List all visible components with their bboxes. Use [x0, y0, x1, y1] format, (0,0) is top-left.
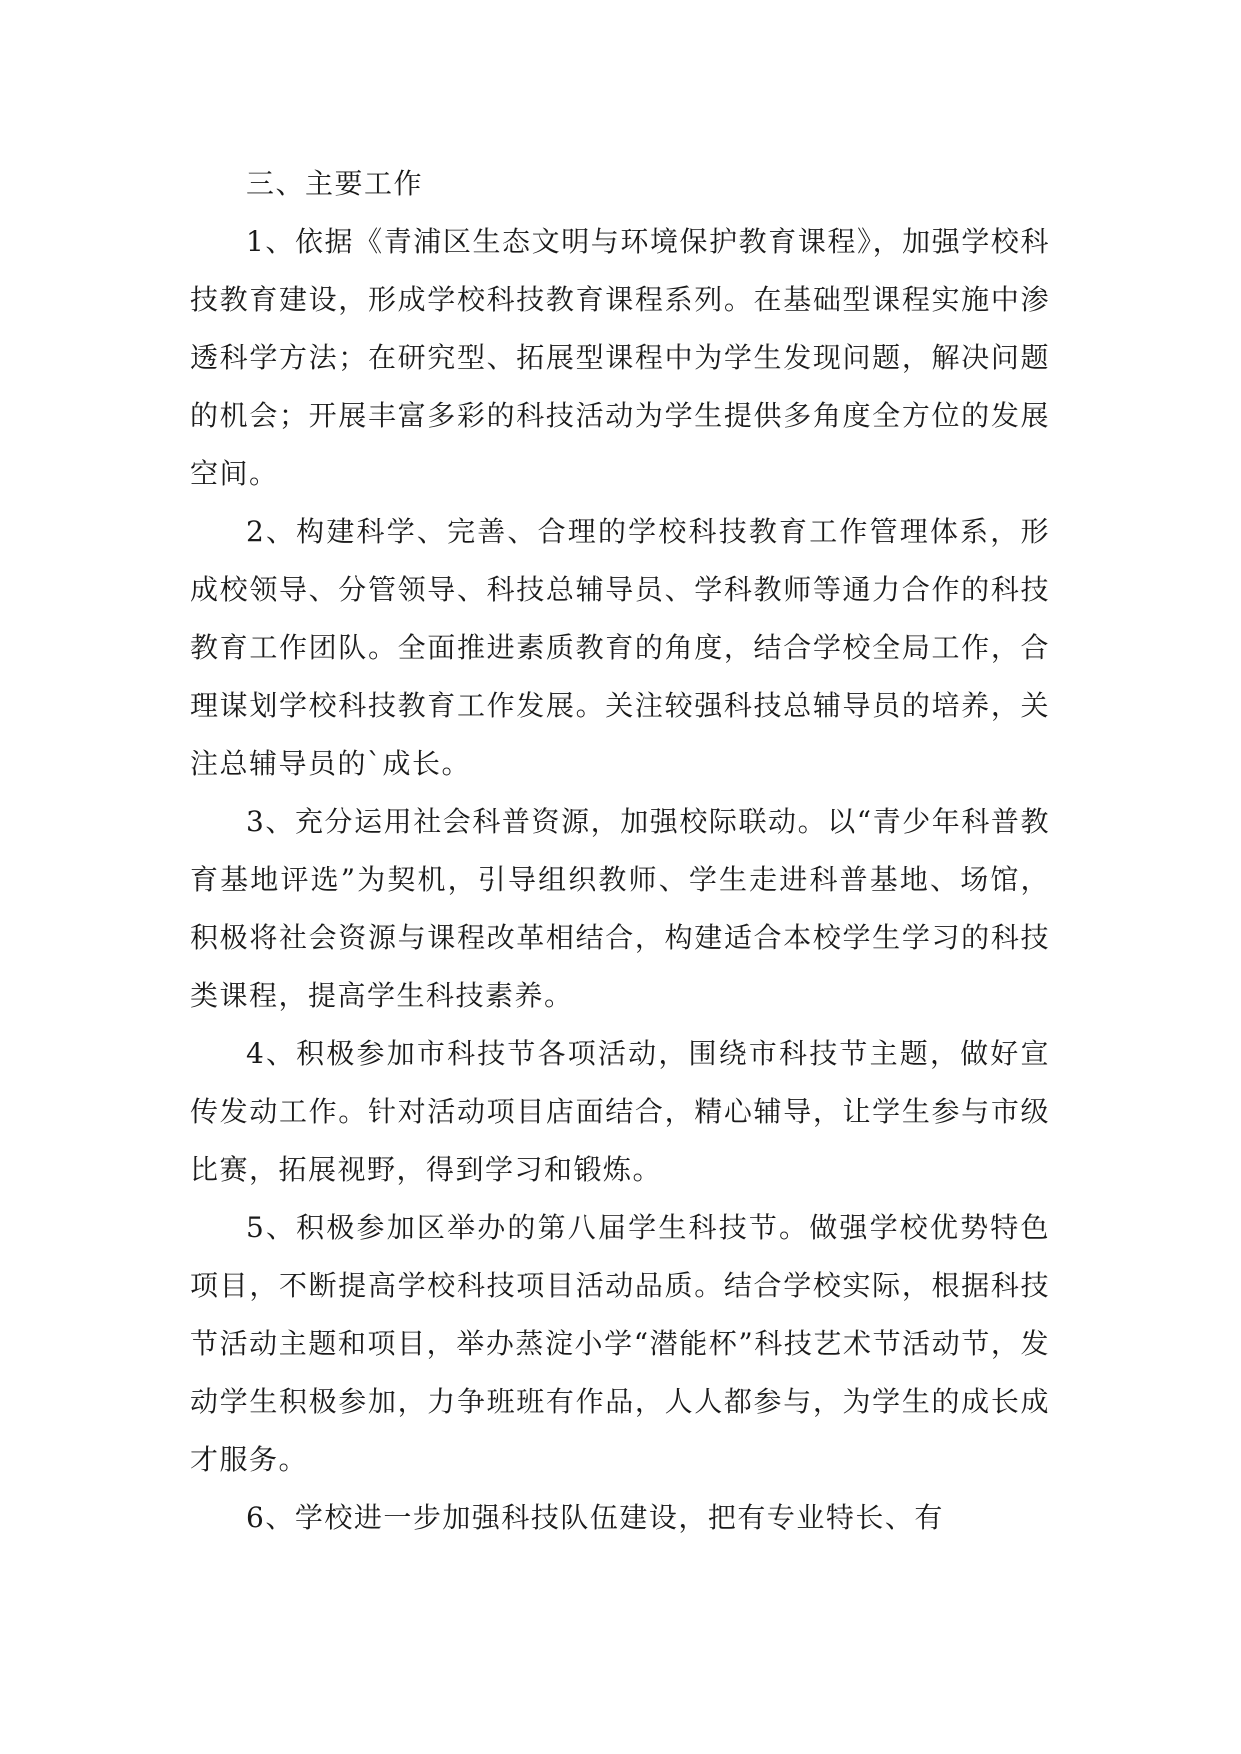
- paragraph-4: 4、积极参加市科技节各项活动，围绕市科技节主题，做好宣传发动工作。针对活动项目店面结合，精心辅导，让学生参与市级比赛，拓展视野，得到学习和锻炼。: [190, 1037, 1050, 1186]
- paragraph-6: 6、学校进一步加强科技队伍建设，把有专业特长、有: [246, 1501, 944, 1534]
- paragraph-3: 3、充分运用社会科普资源，加强校际联动。以“青少年科普教育基地评选”为契机，引导组织教师、学生走进科普基地、场馆，积极将社会资源与课程改革相结合，构建适合本校学生学习的科技类课程，提高学生科技素养。: [190, 805, 1050, 1012]
- paragraph-1: 1、依据《青浦区生态文明与环境保护教育课程》，加强学校科技教育建设，形成学校科技教育课程系列。在基础型课程实施中渗透科学方法；在研究型、拓展型课程中为学生发现问题，解决问题的机会；开展丰富多彩的科技活动为学生提供多角度全方位的发展空间。: [190, 225, 1050, 490]
- document-body: [190, 155, 1050, 1547]
- paragraph-5: 5、积极参加区举办的第八届学生科技节。做强学校优势特色项目，不断提高学校科技项目活动品质。结合学校实际，根据科技节活动主题和项目，举办蒸淀小学“潜能杯”科技艺术节活动节，发动学生积极参加，力争班班有作品，人人都参与，为学生的成长成才服务。: [190, 1211, 1050, 1476]
- section-heading: 三、主要工作: [246, 167, 424, 200]
- paragraph-2: 2、构建科学、完善、合理的学校科技教育工作管理体系，形成校领导、分管领导、科技总辅导员、学科教师等通力合作的科技教育工作团队。全面推进素质教育的角度，结合学校全局工作，合理谋划学校科技教育工作发展。关注较强科技总辅导员的培养，关注总辅导员的`成长。: [190, 515, 1050, 780]
